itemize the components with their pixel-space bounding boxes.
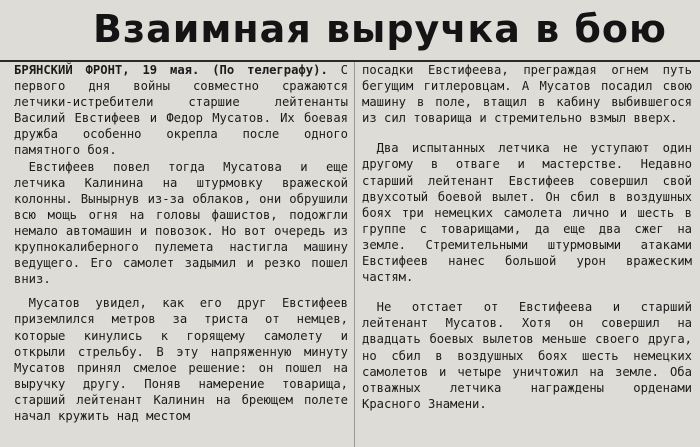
article-column-right: [362, 62, 692, 447]
bleed-through-text: [4, 4, 60, 54]
column-divider: [354, 62, 355, 447]
article-paragraph-2: Евстифеев повел тогда Мусатова и еще летчика Калинина на штурмовку вражеской колонны. Вынырнув из-за облаков, они обрушили всю мощь огня на головы фашистов, подожгли немало автомашин и повозок. Но вот очередь из крупнокалиберного пулемета настигла машину ведущего. Его самолет задымил и резко пошел вниз.: [14, 159, 348, 287]
dateline: БРЯНСКИЙ ФРОНТ, 19 мая. (По телеграфу).: [14, 63, 328, 77]
article-paragraph-1: [14, 62, 348, 159]
article-paragraph-4: посадки Евстифеева, преграждая огнем путь бегущим гитлеровцам. А Мусатов посадил свою машину в поле, втащил в кабину выбившегося из сил товарища и стремительно взмыл вверх.: [362, 63, 692, 126]
article-paragraph-6: Не отстает от Евстифеева и старший лейтенант Мусатов. Хотя он совершил на двадцать боевых вылетов меньше своего друга, но сбил в воздушных боях шесть немецких самолетов и четыре уничтожил на земле. Оба отважных летчика награждены орденами Красного Знамени.: [362, 300, 692, 411]
article-paragraph-3: Мусатов увидел, как его друг Евстифеев приземлился метров за триста от немцев, которые кинулись к горящему самолету и открыли стрельбу. В эту напряженную минуту Мусатов принял смелое решение: он пошел на выручку другу. Поняв намерение товарища, старший лейтенант Калинин на бреющем полете начал кружить над местом: [14, 296, 348, 423]
paragraph-text: С первого дня войны совместно сражаются летчики-истребители старшие лейтенанты Василий Евстифеев и Федор Мусатов. Их боевая дружба особенно окрепла после одного памятного боя.: [14, 63, 348, 158]
article-paragraph-5: Два испытанных летчика не уступают один другому в отваге и мастерстве. Недавно старший лейтенант Евстифеев совершил свой двухсотый боевой вылет. Он сбил в воздушных боях три немецких самолета лично и шесть в группе с товарищами, да еще два сжег на земле. Стремительными штурмовыми атаками Евстифеев нанес большой урон вражеским частям.: [362, 141, 692, 285]
article-column-left: [14, 62, 348, 447]
article-headline: Взаимная выручка в бою: [93, 7, 667, 51]
